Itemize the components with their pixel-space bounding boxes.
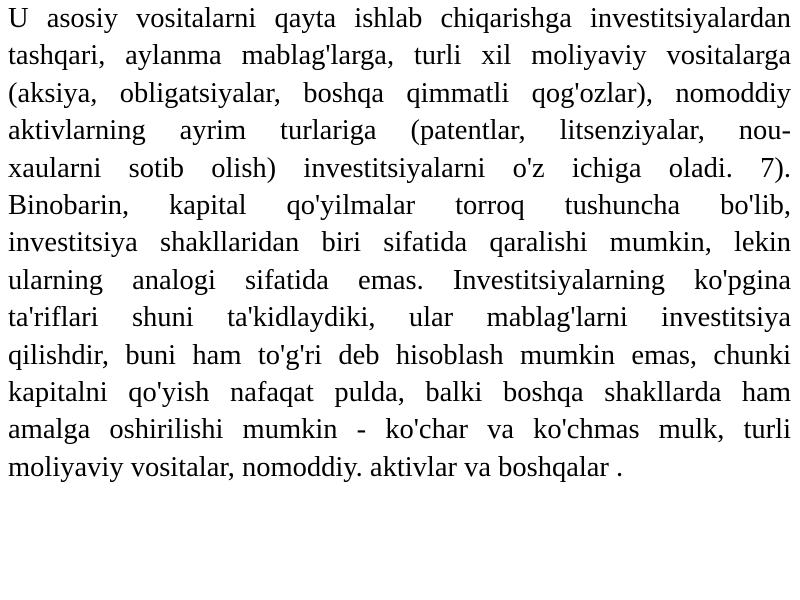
text-line: tashqari, aylanma mablag'larga, turli xil moliyaviy vositalarga	[8, 40, 791, 72]
text-line: investitsiya shakllaridan biri sifatida qaralishi mumkin, lekin	[8, 227, 791, 259]
text-line: qilishdir, buni ham to'g'ri deb hisoblash mumkin emas, chunki	[8, 339, 791, 371]
text-line: xaularni sotib olish) investitsiyalarni o'z ichiga oladi. 7).	[8, 152, 791, 184]
text-line: (aksiya, obligatsiyalar, boshqa qimmatli qog'ozlar), nomoddiy	[8, 77, 791, 109]
text-line: ta'riflari shuni ta'kidlaydiki, ular mablag'larni investitsiya	[8, 302, 791, 334]
document-body	[8, 0, 791, 486]
text-line: amalga oshirilishi mumkin - ko'char va ko'chmas mulk, turli	[8, 414, 791, 446]
text-line: aktivlarning ayrim turlariga (patentlar, litsenziyalar, nou-	[8, 115, 791, 147]
text-line: ularning analogi sifatida emas. Investitsiyalarning ko'pgina	[8, 264, 791, 296]
text-line: kapitalni qo'yish nafaqat pulda, balki boshqa shakllarda ham	[8, 376, 791, 408]
text-line-last: moliyaviy vositalar, nomoddiy. aktivlar va boshqalar .	[8, 451, 624, 483]
text-line: U asosiy vositalarni qayta ishlab chiqarishga investitsiyalardan	[8, 3, 791, 34]
text-line: Binobarin, kapital qo'yilmalar torroq tushuncha bo'lib,	[8, 189, 791, 221]
